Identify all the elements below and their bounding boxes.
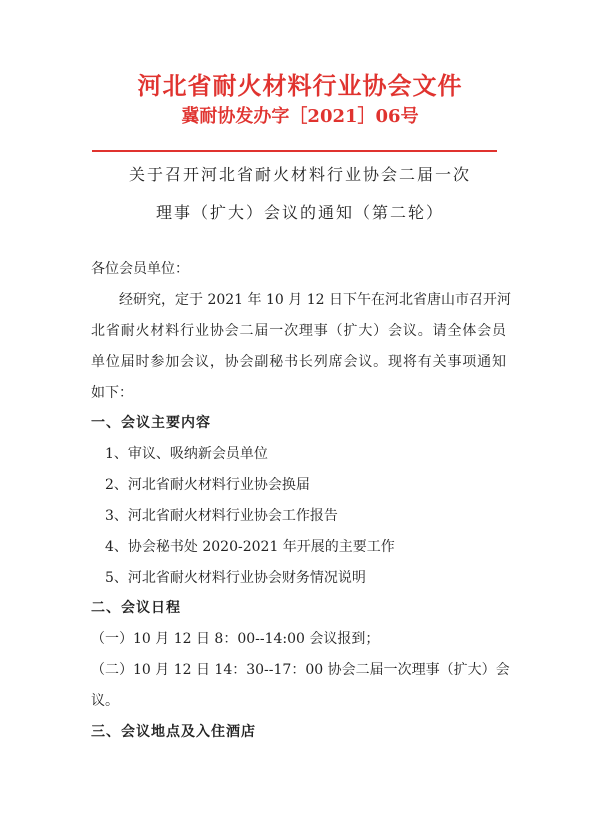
notice-title-line-2: 理事（扩大）会议的通知（第二轮） (155, 203, 444, 222)
section-2-item: （一）10 月 12 日 8：00--14:00 会议报到； (91, 631, 380, 647)
section-3-heading: 三、会议地点及入住酒店 (91, 724, 256, 740)
document-header-title: 河北省耐火材料行业协会文件 (137, 71, 463, 100)
notice-title-line-1: 关于召开河北省耐火材料行业协会二届一次 (128, 165, 471, 184)
red-divider-line (92, 150, 497, 152)
intro-line-4: 如下： (91, 385, 133, 401)
section-1-heading: 一、会议主要内容 (91, 415, 211, 431)
section-2-heading: 二、会议日程 (91, 600, 181, 616)
document-number: 冀耐协发办字［2021］06号 (181, 106, 419, 127)
section-1-item: 2、河北省耐火材料行业协会换届 (105, 477, 310, 493)
section-2-item-continued: 议。 (91, 693, 119, 709)
section-1-item: 5、河北省耐火材料行业协会财务情况说明 (105, 570, 366, 586)
section-1-item: 4、协会秘书处 2020-2021 年开展的主要工作 (105, 539, 395, 555)
section-1-item: 1、审议、吸纳新会员单位 (105, 446, 268, 462)
intro-line-1: 经研究，定于 2021 年 10 月 12 日下午在河北省唐山市召开河 (119, 292, 511, 308)
intro-line-2: 北省耐火材料行业协会二届一次理事（扩大）会议。请全体会员 (91, 323, 506, 339)
section-2-item: （二）10 月 12 日 14：30--17：00 协会二届一次理事（扩大）会 (91, 662, 510, 678)
intro-line-3: 单位届时参加会议，协会副秘书长列席会议。现将有关事项通知 (91, 354, 506, 370)
salutation: 各位会员单位： (91, 261, 189, 277)
section-1-item: 3、河北省耐火材料行业协会工作报告 (105, 508, 338, 524)
